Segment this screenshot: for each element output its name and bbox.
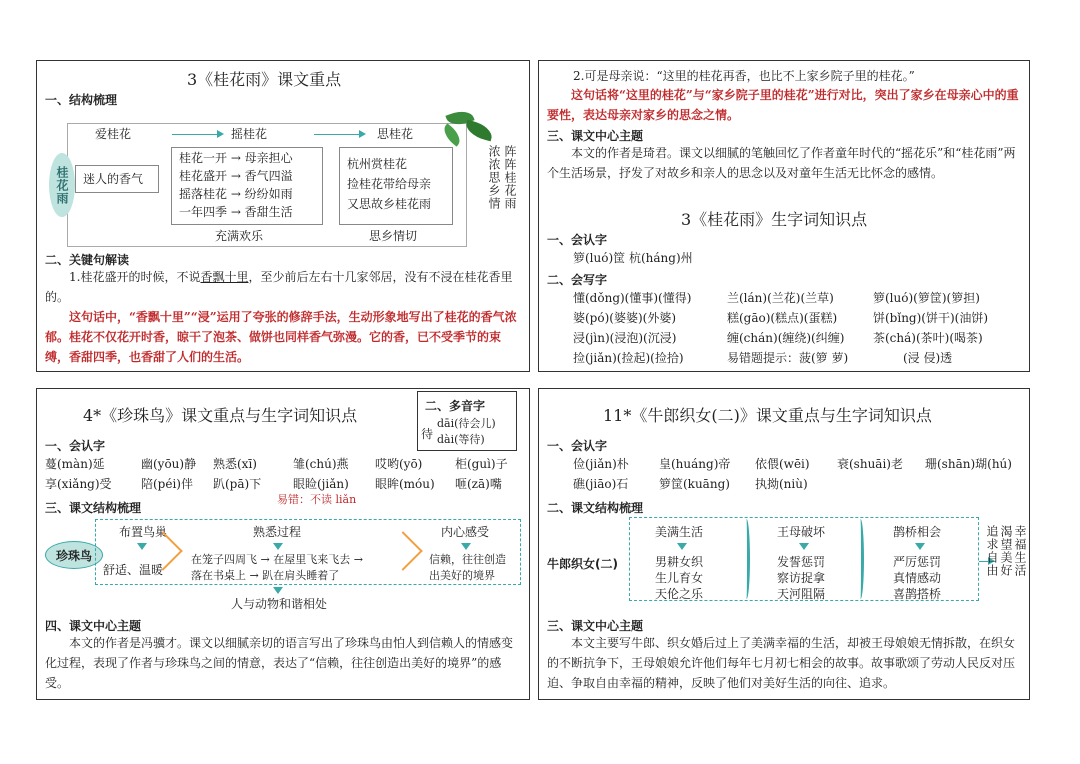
theme-text: 本文的作者是琦君。课文以细腻的笔触回忆了作者童年时代的“摇花乐”和“桂花雨”两个生活场景，抒发了对故乡和亲人的思念以及对童年生活无比怀念的感情。 (547, 146, 1016, 180)
arrow-down-icon (273, 543, 283, 550)
summary-vertical: 阵阵桂花雨 (503, 145, 517, 210)
divider (743, 519, 750, 599)
stage-title: 王母破坏 (777, 525, 826, 539)
panel-guihuayu-key-points (36, 60, 530, 372)
stage-title: 内心感受 (441, 525, 490, 539)
section-heading: 二、课文结构梳理 (547, 501, 644, 515)
theme-text: 本文的作者是冯骥才。课文以细腻亲切的语言写出了珍珠鸟由怕人到信赖人的情感变化过程，表现了作者与珍珠鸟之间的情意，表达了“信赖，往往创造出美好的境界”的感受。 (45, 636, 514, 690)
panel-title: 4*《珍珠鸟》课文重点与生字词知识点 (83, 406, 358, 425)
shake-line: 桂花一开 → 母亲担心 (179, 151, 293, 165)
write-char: 婆(pó)(婆婆)(外婆) (573, 311, 676, 325)
write-char: 茶(chá)(茶叶)(喝茶) (873, 331, 983, 345)
recognize-char: 礁(jiāo)石 (573, 477, 629, 491)
stage-text: 在笼子四周飞 → 在屋里飞来飞去 → (191, 553, 363, 566)
section-heading: 三、课文中心主题 (547, 619, 644, 633)
miss-line: 捡桂花带给母亲 (347, 177, 432, 191)
oval-label: 珍珠鸟 (55, 548, 92, 563)
summary-vertical: 浓浓思乡情 (487, 145, 501, 210)
miss-label: 思桂花 (377, 127, 414, 141)
stage-text: 出美好的境界 (429, 569, 495, 582)
stage-text: 生儿育女 (655, 571, 704, 585)
stage-text: 舒适、温暖 (103, 563, 164, 577)
stage-title: 鹊桥相会 (893, 525, 942, 539)
stage-text: 天河阻隔 (777, 587, 826, 601)
recognize-char: 趴(pā)下 (213, 477, 262, 491)
write-char: 饼(bǐng)(饼干)(油饼) (873, 311, 989, 325)
fragrance-text: 迷人的香气 (83, 172, 144, 186)
summary-vertical: 追求自由 (985, 525, 999, 577)
stage-text: 信赖，往往创造 (429, 553, 506, 566)
recognize-char: 眼眸(móu) (375, 477, 435, 491)
error-tip: (浸 侵)透 (903, 351, 953, 365)
summary-vertical: 渴望美好 (999, 525, 1013, 577)
shake-label: 摇桂花 (231, 127, 268, 141)
write-char: 捡(jiǎn)(捡起)(捡拾) (573, 351, 684, 365)
polyphone-reading: dāi(待会儿) (437, 417, 496, 430)
error-tip: 易错：不读 liǎn (277, 493, 357, 506)
shake-line: 摇落桂花 → 纷纷如雨 (179, 187, 293, 201)
text: ，至少前后左右十几家邻居，没有不浸在桂花香里的。 (45, 270, 513, 304)
polyphone-reading: dài(等待) (437, 433, 485, 446)
recognize-char: 衰(shuāi)老 (837, 457, 903, 471)
arrow-down-icon (915, 543, 925, 550)
recognize-char: 皇(huáng)帝 (659, 457, 731, 471)
section-heading: 三、课文结构梳理 (45, 501, 142, 515)
recognize-char: 陪(péi)伴 (141, 477, 193, 491)
section-heading: 一、会认字 (547, 233, 608, 247)
recognize-char: 熟悉(xī) (213, 457, 257, 471)
recognize-char: 珊(shān)瑚(hú) (925, 457, 1012, 471)
miss-line: 又思故乡桂花雨 (347, 197, 432, 211)
stage-text: 察访捉拿 (777, 571, 826, 585)
stage-text: 喜鹊搭桥 (893, 587, 942, 601)
theme-text: 本文主要写牛郎、织女婚后过上了美满幸福的生活，却被王母娘娘无情拆散，在织女的不断抗争下，王母娘娘允许他们每年七月初七相会的故事。故事歌颂了劳动人民反对压迫、争取自由幸福的精神，反映了他们对美好生活的向往、追求。 (547, 636, 1016, 690)
key-sentence-2: 2.可是母亲说：“这里的桂花再香，也比不上家乡院子里的桂花。” (573, 69, 915, 83)
recognize-char: 享(xiǎng)受 (45, 477, 112, 491)
arrow-down-icon (799, 543, 809, 550)
stage-text: 落在书桌上 → 趴在肩头睡着了 (191, 569, 340, 582)
summary-label: 人与动物和谐相处 (231, 597, 328, 611)
oval-label: 桂花雨 (55, 165, 69, 205)
recognize-char: 箩筐(kuāng) (659, 477, 730, 491)
recognize-char: 蔓(màn)延 (45, 457, 105, 471)
stage-title: 熟悉过程 (253, 525, 302, 539)
section-heading: 一、会认字 (547, 439, 608, 453)
recognize-char: 雏(chú)燕 (293, 457, 349, 471)
panel-title: 11*《牛郎织女(二)》课文重点与生字词知识点 (603, 406, 932, 425)
stage-title: 布置鸟巢 (119, 525, 168, 539)
love-label: 爱桂花 (95, 127, 132, 141)
recognize-char: 柜(guì)子 (455, 457, 508, 471)
write-char: 兰(lán)(兰花)(兰草) (727, 291, 834, 305)
recognize-chars: 箩(luó)筐 杭(háng)州 (573, 251, 693, 265)
recognize-char: 哎哟(yō) (375, 457, 423, 471)
recognize-char: 咂(zā)嘴 (455, 477, 502, 491)
divider (857, 519, 864, 599)
joy-label: 充满欢乐 (215, 229, 264, 243)
key-sentence-1 (45, 267, 523, 307)
title-oval (49, 153, 75, 217)
section-heading: 四、课文中心主题 (45, 619, 142, 633)
panel-niulang-zhinv (538, 388, 1030, 700)
recognize-char: 俭(jiǎn)朴 (573, 457, 629, 471)
homesick-label: 思乡情切 (369, 229, 418, 243)
write-char: 浸(jìn)(浸泡)(沉浸) (573, 331, 677, 345)
story-title: 牛郎织女(二) (547, 557, 618, 571)
stage-text: 发誓惩罚 (777, 555, 826, 569)
panel-guihuayu-vocab (538, 60, 1030, 372)
panel-title: 3《桂花雨》课文重点 (187, 70, 342, 89)
arrow-down-icon (677, 543, 687, 550)
recognize-char: 幽(yōu)静 (141, 457, 197, 471)
stage-text: 真情感动 (893, 571, 942, 585)
underlined-text: 香飘十里 (200, 270, 249, 284)
arrow-down-icon (273, 587, 283, 594)
section-heading: 二、会写字 (547, 273, 608, 287)
polyphone-title: 二、多音字 (425, 399, 486, 413)
stage-text: 严厉惩罚 (893, 555, 942, 569)
write-char: 箩(luó)(箩筐)(箩担) (873, 291, 980, 305)
write-char: 糕(gāo)(糕点)(蛋糕) (727, 311, 838, 325)
key-sentence-2-note: 这句话将“这里的桂花”与“家乡院子里的桂花”进行对比，突出了家乡在母亲心中的重要性，表达母亲对家乡的思念之情。 (547, 88, 1019, 122)
section-heading: 一、结构梳理 (45, 93, 118, 107)
arrow-icon (172, 134, 222, 135)
panel-zhenzhuniao (36, 388, 530, 700)
recognize-char: 眼睑(jiǎn) (293, 477, 349, 491)
summary-vertical: 幸福生活 (1013, 525, 1027, 577)
text: 1.桂花盛开的时候，不说 (69, 270, 201, 284)
miss-line: 杭州赏桂花 (347, 157, 408, 171)
write-char: 懂(dǒng)(懂事)(懂得) (573, 291, 692, 305)
error-tip: 易错题提示：菠(箩 萝) (727, 351, 849, 365)
write-char: 缠(chán)(缠绕)(纠缠) (727, 331, 845, 345)
leaf-icon (464, 120, 495, 142)
shake-line: 桂花盛开 → 香气四溢 (179, 169, 293, 183)
polyphone-char: 待 (421, 427, 434, 441)
recognize-char: 执拗(niù) (755, 477, 808, 491)
recognize-char: 依偎(wēi) (755, 457, 810, 471)
stage-text: 男耕女织 (655, 555, 704, 569)
section-heading: 二、关键句解读 (45, 253, 130, 267)
arrow-icon (314, 134, 364, 135)
panel-title: 3《桂花雨》生字词知识点 (681, 210, 868, 229)
section-heading: 三、课文中心主题 (547, 129, 644, 143)
stage-title: 美满生活 (655, 525, 704, 539)
key-sentence-1-note: 这句话中，“香飘十里”“浸”运用了夸张的修辞手法，生动形象地写出了桂花的香气浓郁。桂花不仅花开时香，晾干了泡茶、做饼也同样香气弥漫。它的香，已不受季节的束缚，香甜四季，也香甜了人们的生活。 (45, 310, 517, 364)
section-heading: 一、会认字 (45, 439, 106, 453)
stage-text: 天伦之乐 (655, 587, 704, 601)
shake-line: 一年四季 → 香甜生活 (179, 205, 293, 219)
arrow-down-icon (461, 543, 471, 550)
